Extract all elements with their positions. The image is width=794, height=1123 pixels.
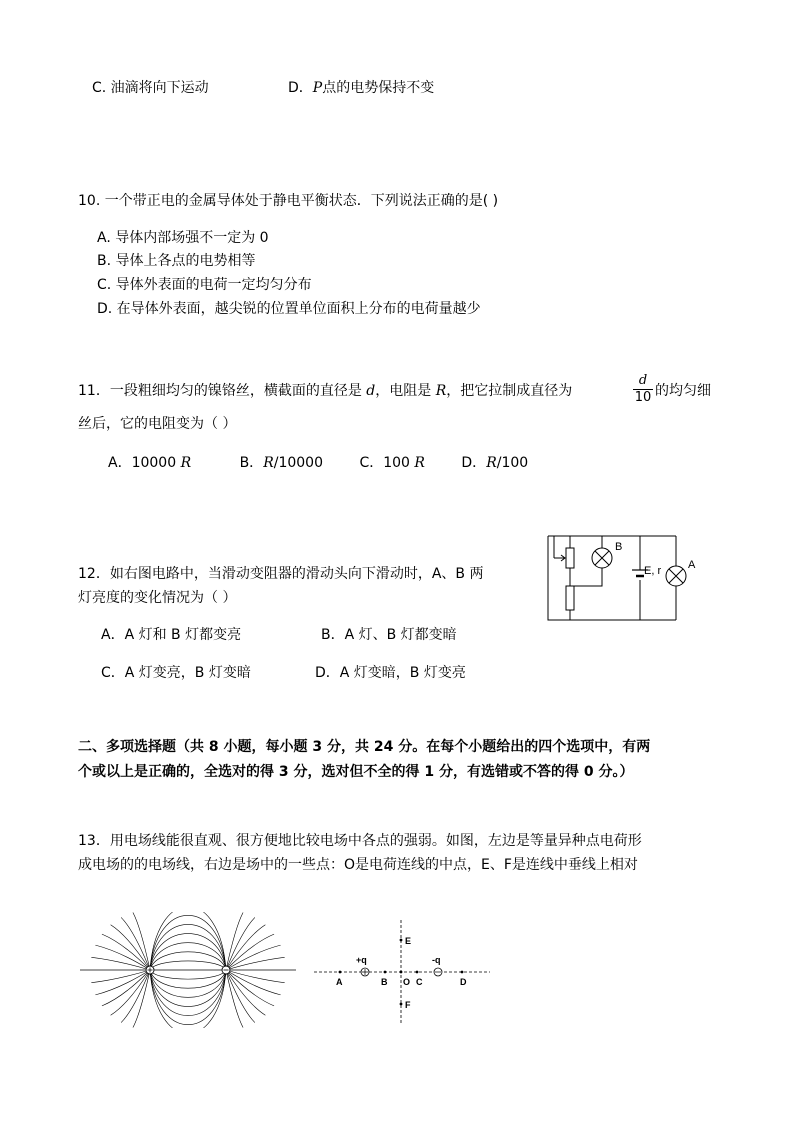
rheostat-resistor <box>566 548 574 568</box>
lamp-b-label: B <box>615 541 623 553</box>
fixed-resistor <box>566 586 574 610</box>
q11-stem-line1 <box>78 382 572 400</box>
field-line-upper <box>150 961 226 970</box>
point-o-label: O <box>403 977 411 987</box>
field-line-outer <box>121 970 150 1023</box>
field-line-upper <box>150 943 226 970</box>
lamp-a-label: A <box>688 559 696 571</box>
field-line-lower <box>150 970 226 997</box>
field-line-upper <box>150 912 226 970</box>
point-e-label: E <box>405 936 412 946</box>
q11-stem-b: ，电阻是 <box>375 383 432 399</box>
point-c-dot <box>416 971 419 974</box>
q11-stem-line2: 丝后，它的电阻变为（ ） <box>78 416 237 432</box>
plus-charge-label: +q <box>356 955 367 965</box>
field-line-outer <box>226 970 255 1023</box>
point-c-label: C <box>416 977 423 987</box>
q11-stem-line1-end: 的均匀细 <box>655 383 711 399</box>
circuit-wire-left <box>548 536 676 620</box>
q12-option-b: B．A 灯、B 灯都变暗 <box>321 627 457 643</box>
q9-option-d-prefix: D． <box>288 80 313 96</box>
q12-option-a: A．A 灯和 B 灯都变亮 <box>101 627 242 643</box>
field-line-outer <box>226 957 285 970</box>
q11-option-b: B．R/10000 <box>239 455 323 471</box>
rheostat-slider-arrow <box>554 555 565 561</box>
q13-stem-line1: 13．用电场线能很直观、很方便地比较电场中各点的强弱。如图，左边是等量异种点电荷形 <box>78 833 642 849</box>
field-line-outer <box>226 925 265 970</box>
field-line-upper <box>150 924 226 970</box>
point-e-dot <box>400 939 403 942</box>
q11-fraction-denominator: 10 <box>634 390 652 405</box>
point-d-dot <box>461 971 464 974</box>
point-f-dot <box>400 1003 403 1006</box>
q10-option-c: C. 导体外表面的电荷一定均匀分布 <box>97 277 312 293</box>
field-line-outer <box>226 917 255 970</box>
field-line-outer <box>121 917 150 970</box>
field-line-lower <box>150 970 226 979</box>
q10-stem: 10. 一个带正电的金属导体处于静电平衡状态．下列说法正确的是( ) <box>78 193 499 209</box>
minus-charge-label: -q <box>432 955 441 965</box>
section2-heading-line1: 二、多项选择题（共 8 小题，每小题 3 分，共 24 分。在每个小题给出的四个选项中，有两 <box>78 739 651 755</box>
point-b-dot <box>384 971 387 974</box>
point-d-label: D <box>460 977 467 987</box>
section2-heading-line2: 个或以上是正确的，全选对的得 3 分，选对但不全的得 1 分，有选错或不答的得 0 分。） <box>78 764 634 780</box>
q12-stem-line2: 灯亮度的变化情况为（ ） <box>78 590 237 606</box>
q9-option-d-text: 点的电势保持不变 <box>322 80 435 96</box>
source-label: E, r <box>644 565 662 577</box>
field-lines-diagram <box>78 912 298 1028</box>
point-a-dot <box>339 971 342 974</box>
q10-option-a: A. 导体内部场强不一定为 0 <box>97 230 269 246</box>
q12-option-d: D．A 灯变暗，B 灯变亮 <box>315 665 466 681</box>
q11-options <box>108 454 528 472</box>
q11-fraction-numerator: d <box>638 373 648 388</box>
q11-option-d: D．R/100 <box>461 455 529 471</box>
point-f-label: F <box>405 1000 411 1010</box>
q11-option-a: A．10000 R <box>108 455 192 471</box>
q11-stem-a: 11．一段粗细均匀的镍铬丝，横截面的直径是 <box>78 383 362 399</box>
field-line-outer <box>91 970 150 983</box>
q11-option-c: C．100 R <box>359 455 425 471</box>
point-b-label: B <box>381 977 388 987</box>
q12-stem-line1: 12．如右图电路中，当滑动变阻器的滑动头向下滑动时，A、B 两 <box>78 566 484 582</box>
q13-stem-line2: 成电场的的电场线，右边是场中的一些点：O是电荷连线的中点，E、F是连线中垂线上相对 <box>78 857 638 873</box>
point-o-dot <box>400 971 403 974</box>
points-diagram <box>310 918 495 1028</box>
q11-fraction <box>633 374 653 405</box>
field-line-outer <box>226 970 265 1015</box>
field-line-lower <box>150 970 226 1016</box>
field-line-outer <box>111 925 150 970</box>
q10-option-b: B. 导体上各点的电势相等 <box>97 253 256 269</box>
q11-var-d: d <box>366 383 376 399</box>
field-line-lower <box>150 970 226 1028</box>
field-line-outer <box>111 970 150 1015</box>
q9-option-d <box>288 79 434 97</box>
q12-option-c: C．A 灯变亮，B 灯变暗 <box>101 665 251 681</box>
q9-option-c: C. 油滴将向下运动 <box>92 80 209 96</box>
q11-var-r: R <box>435 383 447 399</box>
circuit-diagram <box>540 528 700 628</box>
field-line-outer <box>91 957 150 970</box>
q9-option-d-var: P <box>312 80 323 96</box>
point-a-label: A <box>336 977 343 987</box>
q11-stem-c: ，把它拉制成直径为 <box>446 383 573 399</box>
field-line-outer <box>226 970 285 983</box>
q10-option-d: D. 在导体外表面，越尖锐的位置单位面积上分布的电荷量越少 <box>97 301 481 317</box>
